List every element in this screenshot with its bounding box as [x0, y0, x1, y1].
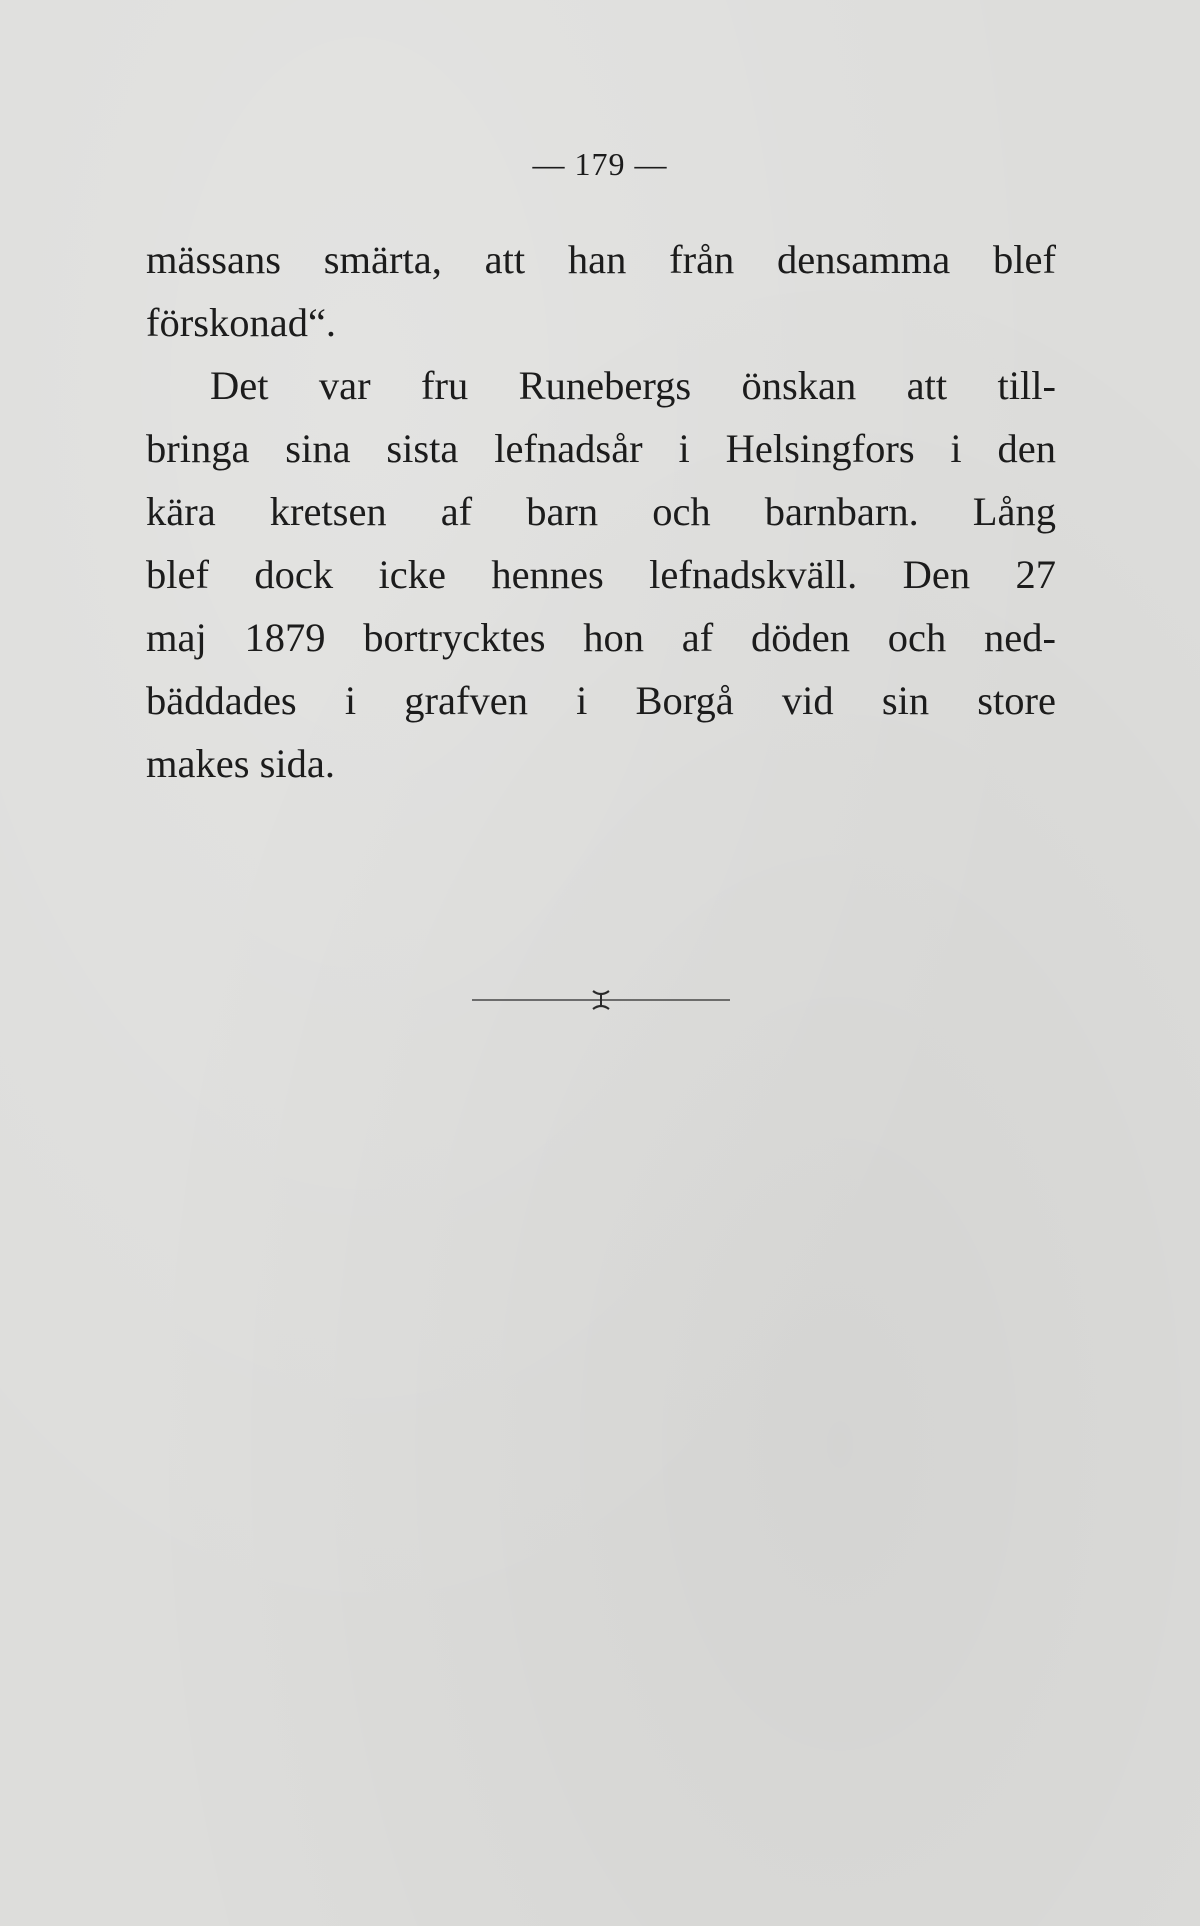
- section-end-ornament-icon: [472, 985, 730, 1015]
- text-line: mässans smärta, att han från densamma blef: [146, 237, 1056, 282]
- text-line: Det var fru Runebergs önskan att till-: [210, 363, 1056, 408]
- text-line: kära kretsen af barn och barnbarn. Lång: [146, 489, 1056, 534]
- text-line: blef dock icke hennes lefnadskväll. Den 27: [146, 552, 1056, 597]
- page-number: — 179 —: [532, 146, 668, 182]
- text-line: förskonad“.: [146, 300, 337, 345]
- text-line: bäddades i grafven i Borgå vid sin store: [146, 678, 1056, 723]
- body-text: [146, 228, 1056, 795]
- text-line: maj 1879 bortrycktes hon af döden och ned-: [146, 615, 1056, 660]
- text-line: bringa sina sista lefnadsår i Helsingfors i den: [146, 426, 1056, 471]
- text-line: makes sida.: [146, 741, 335, 786]
